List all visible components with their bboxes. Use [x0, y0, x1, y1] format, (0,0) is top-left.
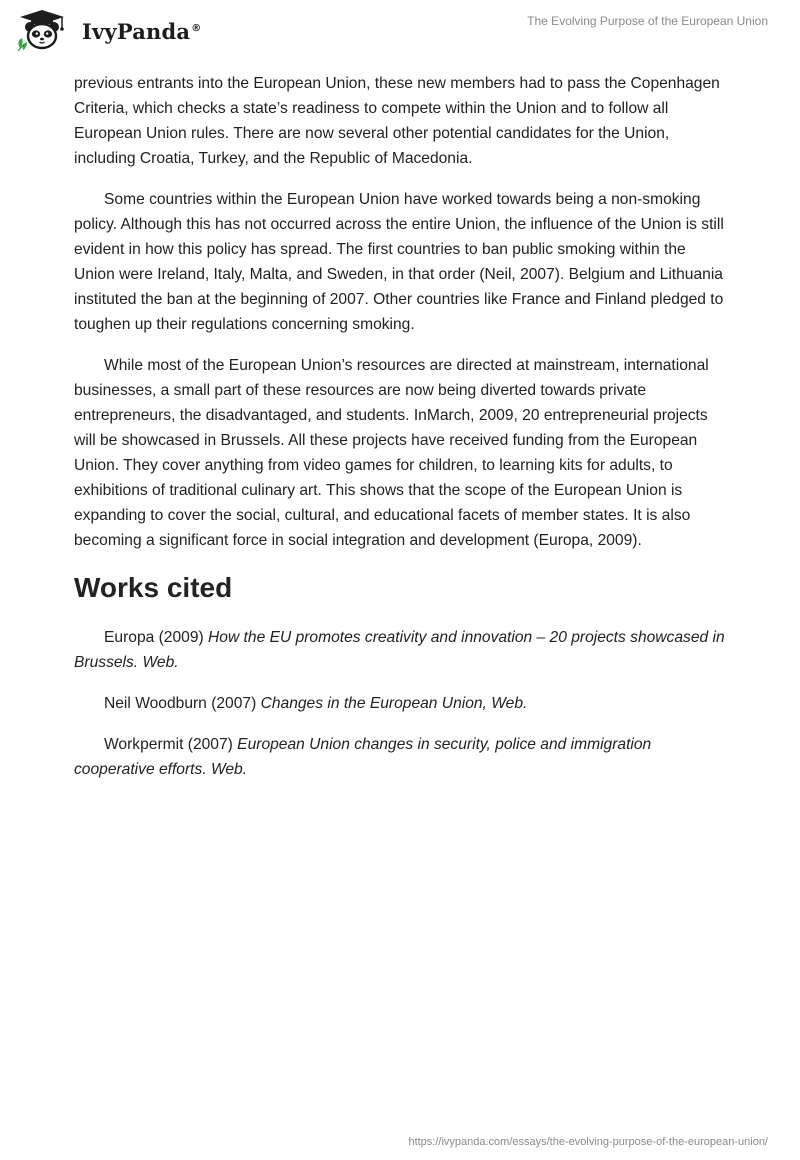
logo-wordmark	[82, 19, 201, 44]
citation-title: European Union changes in security, police and immigration cooperative efforts. Web.	[74, 736, 652, 778]
citation-entry	[74, 732, 726, 782]
page-header	[0, 0, 800, 64]
logo-text: IvyPanda	[82, 18, 191, 44]
citation-entry	[74, 691, 726, 716]
ivypanda-logo[interactable]	[14, 8, 201, 52]
document-title: The Evolving Purpose of the European Union	[527, 14, 768, 28]
body-paragraph: While most of the European Union’s resources are directed at mainstream, international businesses, a small part of these resources are now being diverted towards private entrepreneurs, the disadvantaged, and students. InMarch, 2009, 20 entrepreneurial projects will be showcased in Brussels. All these projects have received funding from the European Union. They cover anything from video games for children, to learning kits for adults, to exhibitions of traditional culinary art. This shows that the scope of the European Union is expanding to cover the social, cultural, and educational facets of member states. It is also becoming a significant force in social integration and development (Europa, 2009).	[74, 357, 709, 549]
source-url-link[interactable]: https://ivypanda.com/essays/the-evolving-purpose-of-the-european-union/	[408, 1136, 768, 1148]
essay-content	[74, 71, 726, 798]
body-paragraph: previous entrants into the European Union, these new members had to pass the Copenhagen Criteria, which checks a state’s readiness to compete within the Union and to follow all European Union rules. There are now several other potential candidates for the Union, including Croatia, Turkey, and the Republic of Macedonia.	[74, 75, 720, 167]
panda-graduate-icon	[14, 8, 76, 52]
citation-title: How the EU promotes creativity and innovation – 20 projects showcased in Brussels. Web.	[74, 629, 725, 671]
works-cited-heading: Works cited	[74, 572, 233, 603]
citation-author: Europa (2009)	[104, 629, 209, 646]
citation-entry	[74, 625, 726, 675]
citation-author: Workpermit (2007)	[104, 736, 238, 753]
citation-title: Changes in the European Union, Web.	[260, 695, 528, 712]
body-paragraph: Some countries within the European Union have worked towards being a non-smoking policy. Although this has not occurred across the entire Union, the influence of the Union is still evident in how this policy has spread. The first countries to ban public smoking within the Union were Ireland, Italy, Malta, and Sweden, in that order (Neil, 2007). Belgium and Lithuania instituted the ban at the beginning of 2007. Other countries like France and Finland pledged to toughen up their regulations concerning smoking.	[74, 191, 724, 333]
registered-mark: ®	[191, 22, 202, 34]
citation-author: Neil Woodburn (2007)	[104, 695, 261, 712]
